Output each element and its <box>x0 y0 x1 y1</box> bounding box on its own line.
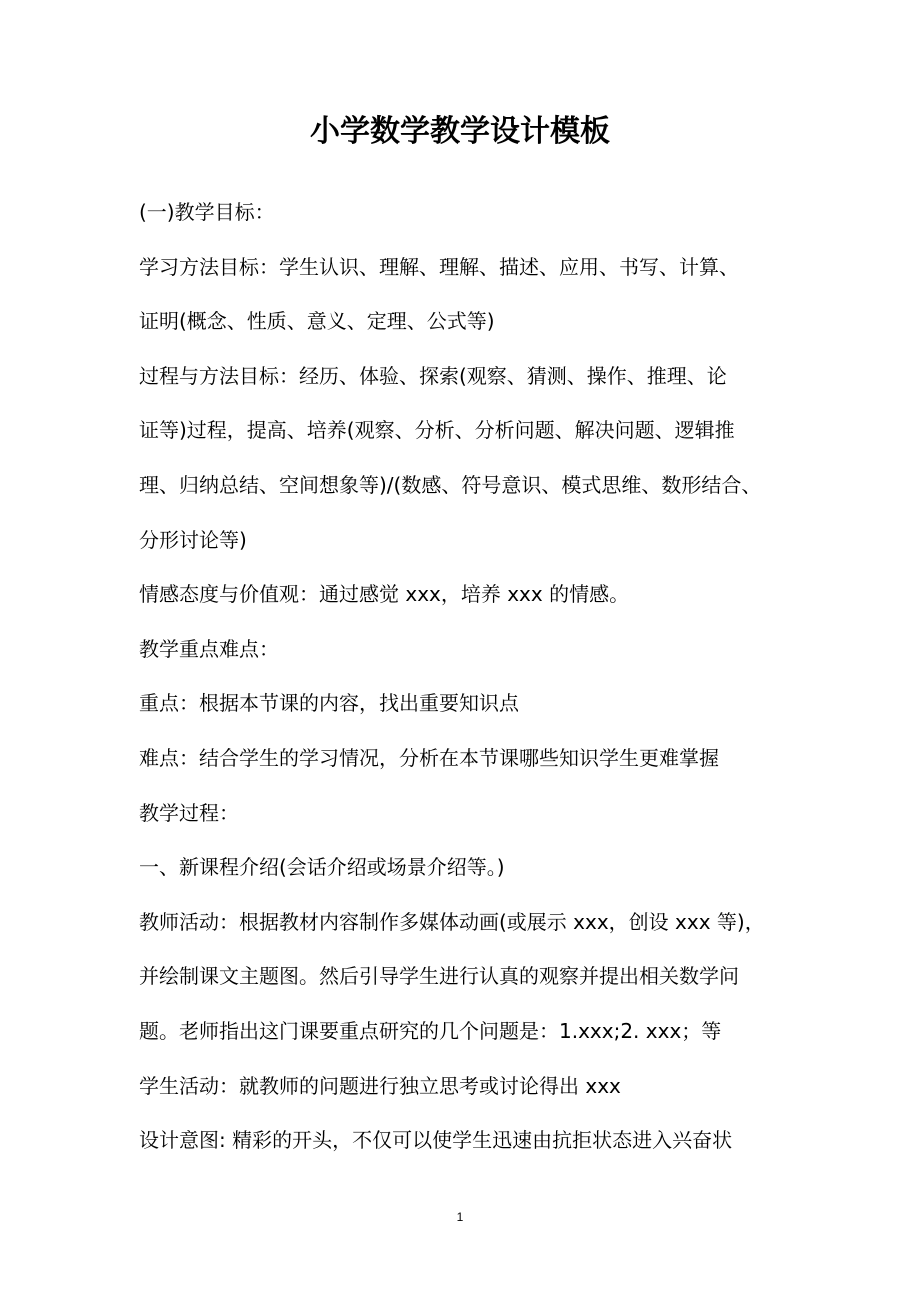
text-line: 学习方法目标：学生认识、理解、理解、描述、应用、书写、计算、 <box>139 254 739 279</box>
text-line: 学生活动：就教师的问题进行独立思考或讨论得出 xxx <box>139 1073 621 1098</box>
text-line: 并绘制课文主题图。然后引导学生进行认真的观察并提出相关数学问 <box>139 964 739 989</box>
text-line: 题。老师指出这门课要重点研究的几个问题是：1.xxx;2. xxx；等 <box>139 1018 722 1043</box>
text-line: 一、新课程介绍(会话介绍或场景介绍等。) <box>139 855 505 880</box>
text-line: 证明(概念、性质、意义、定理、公式等) <box>139 309 495 334</box>
text-line: 证等)过程，提高、培养(观察、分析、分析问题、解决问题、逻辑推 <box>139 418 735 443</box>
text-line: 分形讨论等) <box>139 527 247 552</box>
text-line: 理、归纳总结、空间想象等)/(数感、符号意识、模式思维、数形结合、 <box>139 472 762 497</box>
text-line: 教师活动：根据教材内容制作多媒体动画(或展示 xxx，创设 xxx 等)， <box>139 909 765 934</box>
text-line: (一)教学目标： <box>139 200 275 224</box>
text-line: 设计意图: 精彩的开头，不仅可以使学生迅速由抗拒状态进入兴奋状 <box>139 1128 733 1153</box>
page-number: 1 <box>456 1210 464 1224</box>
text-line: 难点：结合学生的学习情况，分析在本节课哪些知识学生更难掌握 <box>139 745 719 770</box>
text-line: 情感态度与价值观：通过感觉 xxx，培养 xxx 的情感。 <box>139 582 630 607</box>
text-line: 重点：根据本节课的内容，找出重要知识点 <box>139 691 519 716</box>
document-body <box>139 192 809 1175</box>
text-line: 教学过程： <box>139 800 239 825</box>
document-title: 小学数学教学设计模板 <box>310 114 610 149</box>
text-line: 过程与方法目标：经历、体验、探索(观察、猜测、操作、推理、论 <box>139 363 727 388</box>
text-line: 教学重点难点： <box>139 636 279 661</box>
